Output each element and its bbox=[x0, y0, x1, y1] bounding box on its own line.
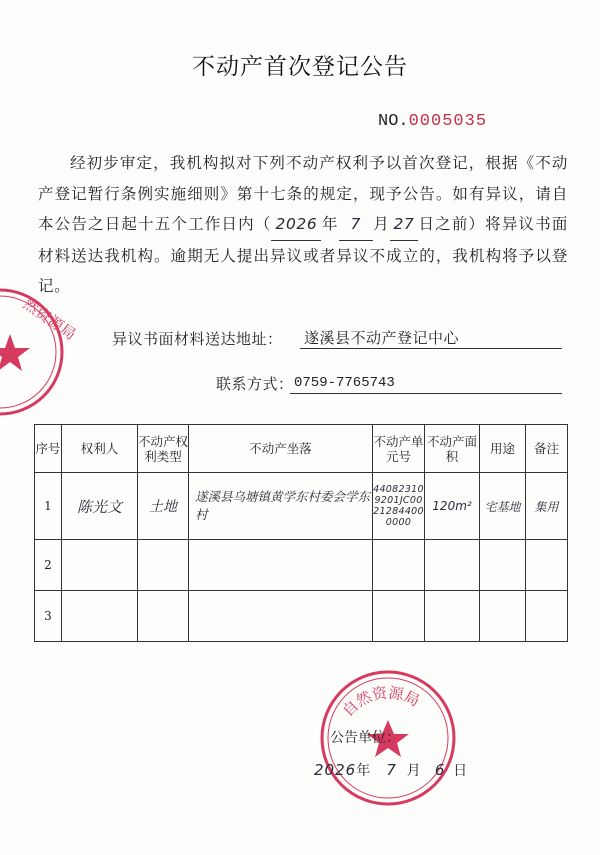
cell-owner: 陈光文 bbox=[62, 473, 138, 540]
signature-label: 公告单位： bbox=[330, 730, 400, 746]
signature-date bbox=[314, 760, 468, 780]
deadline-year: 2026 bbox=[271, 209, 321, 241]
contact-value: 0759-7765743 bbox=[290, 373, 562, 394]
cell-unit-number bbox=[373, 591, 425, 642]
document-number bbox=[378, 112, 487, 131]
header-use: 用途 bbox=[480, 425, 526, 473]
table-row bbox=[35, 540, 568, 591]
address-label: 异议书面材料送达地址： bbox=[112, 330, 283, 348]
document-number-value: 0005035 bbox=[408, 112, 488, 131]
cell-owner bbox=[62, 540, 138, 591]
registration-table bbox=[34, 424, 568, 642]
signature-month-unit: 月 bbox=[406, 763, 422, 779]
header-note: 备注 bbox=[526, 425, 568, 473]
signature-year: 2026 bbox=[314, 761, 357, 779]
cell-right-type bbox=[138, 540, 189, 591]
notice-text-part2: 日之前）将异议书面材料送达我机构。逾期无人提出异议或者异议不成立的，我机构将予以登记。 bbox=[38, 215, 568, 295]
header-location: 不动产坐落 bbox=[189, 425, 373, 473]
cell-note bbox=[526, 591, 568, 642]
document-number-prefix: NO. bbox=[378, 112, 409, 131]
cell-location bbox=[189, 591, 373, 642]
header-seq: 序号 bbox=[35, 425, 62, 473]
cell-location: 遂溪县乌塘镇黄学东村委会学东村 bbox=[189, 473, 373, 540]
cell-area bbox=[425, 591, 480, 642]
table-row bbox=[35, 473, 568, 540]
cell-seq: 2 bbox=[35, 540, 62, 591]
cell-area: 120m² bbox=[425, 473, 480, 540]
header-right-type: 不动产权利类型 bbox=[138, 425, 189, 473]
cell-note bbox=[526, 540, 568, 591]
cell-owner bbox=[62, 591, 138, 642]
address-value: 遂溪县不动产登记中心 bbox=[300, 328, 562, 349]
cell-location bbox=[189, 540, 373, 591]
deadline-year-unit: 年 bbox=[321, 215, 339, 233]
header-area: 不动产面积 bbox=[425, 425, 480, 473]
cell-use bbox=[480, 540, 526, 591]
left-seal-text: 然资源局 bbox=[19, 294, 80, 344]
cell-unit-number bbox=[373, 540, 425, 591]
signature-day: 6 bbox=[434, 761, 446, 779]
cell-right-type: 土地 bbox=[138, 473, 189, 540]
notice-paragraph bbox=[38, 148, 568, 302]
table-row bbox=[35, 591, 568, 642]
seal-star-icon bbox=[0, 334, 30, 371]
cell-area bbox=[425, 540, 480, 591]
bottom-seal-text: 自然资源局 bbox=[338, 683, 423, 721]
left-official-seal bbox=[0, 290, 80, 420]
deadline-day: 27 bbox=[390, 209, 418, 241]
cell-use bbox=[480, 591, 526, 642]
deadline-month-unit: 月 bbox=[372, 215, 390, 233]
signature-year-unit: 年 bbox=[356, 763, 372, 779]
cell-seq: 3 bbox=[35, 591, 62, 642]
signature-month: 7 bbox=[386, 761, 397, 779]
table-header-row bbox=[35, 425, 568, 473]
cell-unit-number: 440823109201JC00212844000000 bbox=[373, 473, 425, 540]
cell-right-type bbox=[138, 591, 189, 642]
page-title: 不动产首次登记公告 bbox=[192, 54, 408, 80]
notice-text-part1: 经初步审定，我机构拟对下列不动产权利予以首次登记，根据《不动产登记暂行条例实施细则》第十七条的规定，现予公告。如有异议，请自本公告之日起十五个工作日内（ bbox=[38, 154, 568, 233]
contact-label: 联系方式： bbox=[216, 375, 294, 393]
cell-note: 集用 bbox=[526, 473, 568, 540]
cell-seq: 1 bbox=[35, 473, 62, 540]
header-owner: 权利人 bbox=[62, 425, 138, 473]
header-unit-number: 不动产单元号 bbox=[373, 425, 425, 473]
cell-use: 宅基地 bbox=[480, 473, 526, 540]
deadline-month: 7 bbox=[339, 209, 373, 241]
signature-day-unit: 日 bbox=[453, 763, 469, 779]
